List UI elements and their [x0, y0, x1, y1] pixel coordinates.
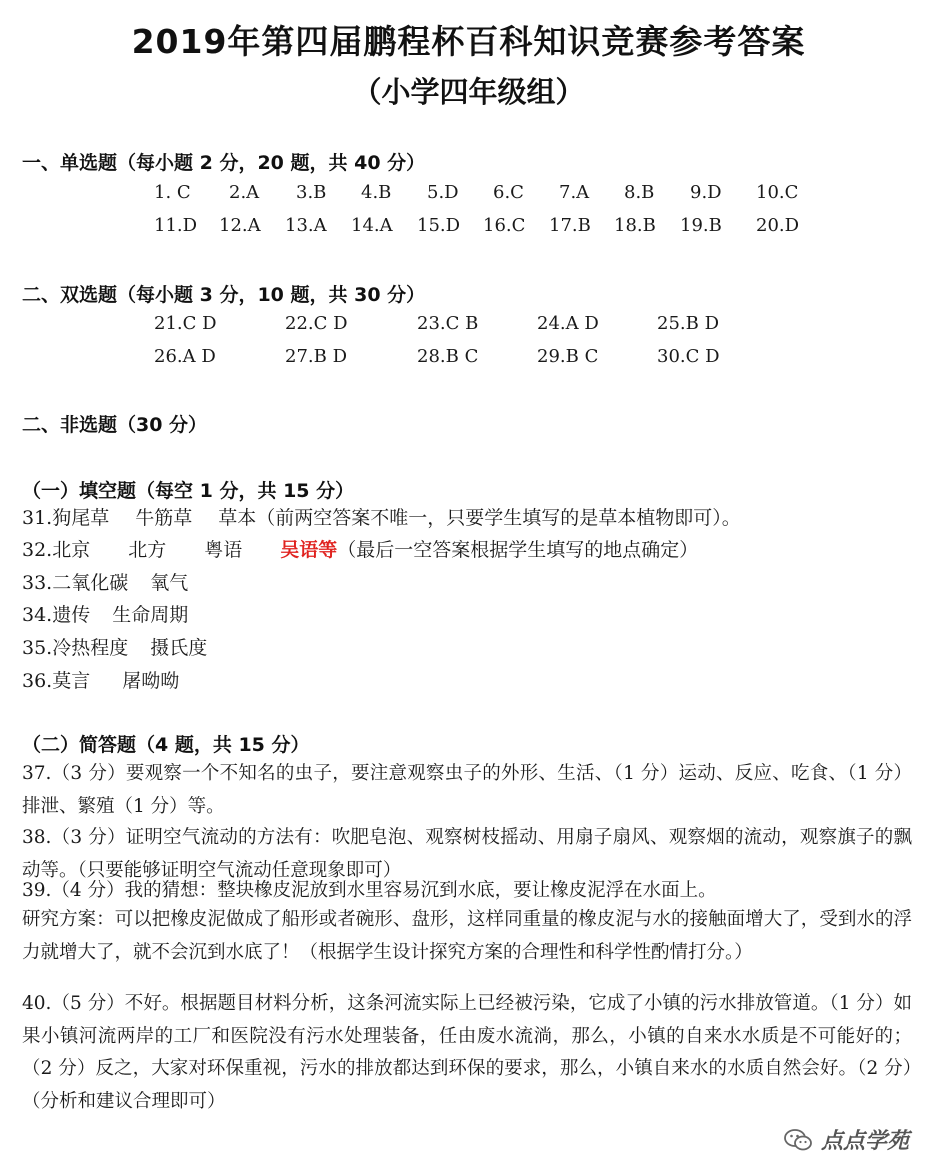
answer-item: 3.B: [296, 182, 327, 203]
highlighted-answer: 吴语等: [280, 539, 338, 561]
answer-item: 11.D: [154, 215, 198, 236]
answer-item: 5.D: [427, 182, 459, 203]
answer-item: 10.C: [756, 182, 799, 203]
answer-37: 37.（3 分）要观察一个不知名的虫子，要注意观察虫子的外形、生活、（1 分）运动、反应、吃食、（1 分）排泄、繁殖（1 分）等。: [22, 763, 912, 817]
answer-item: 20.D: [756, 215, 800, 236]
answer-36: 36.莫言 屠呦呦: [22, 670, 180, 692]
answer-34: 34.遗传 生命周期: [22, 604, 189, 626]
answer-item: 9.D: [690, 182, 722, 203]
answer-item: 8.B: [624, 182, 655, 203]
answer-39-guess: 39.（4 分）我的猜想：整块橡皮泥放到水里容易沉到水底，要让橡皮泥浮在水面上。: [22, 880, 717, 901]
answer-item: 23.C B: [417, 313, 479, 334]
answer-item: 13.A: [285, 215, 327, 236]
section-double-choice-heading: 二、双选题（每小题 3 分，10 题，共 30 分）: [22, 284, 426, 306]
watermark: [783, 1124, 909, 1155]
answer-38: 38.（3 分）证明空气流动的方法有：吹肥皂泡、观察树枝摇动、用扇子扇风、观察烟的流动，观察旗子的飘动等。（只要能够证明空气流动任意现象即可）: [22, 827, 912, 881]
short-answer-heading: （二）简答题（4 题，共 15 分）: [22, 734, 310, 756]
answer-item: 30.C D: [657, 346, 720, 367]
answer-item: 25.B D: [657, 313, 720, 334]
watermark-text: 点点学苑: [820, 1129, 909, 1154]
answer-item: 7.A: [559, 182, 590, 203]
answer-item: 16.C: [483, 215, 526, 236]
answer-item: 4.B: [361, 182, 392, 203]
answer-item: 29.B C: [537, 346, 599, 367]
answer-item: 28.B C: [417, 346, 479, 367]
answer-33: 33.二氧化碳 氧气: [22, 572, 189, 594]
answer-item: 19.B: [680, 215, 722, 236]
answer-item: 27.B D: [285, 346, 348, 367]
answer-item: 26.A D: [154, 346, 216, 367]
answer-40: 40.（5 分）不好。根据题目材料分析，这条河流实际上已经被污染，它成了小镇的污水排放管道。（1 分）如果小镇河流两岸的工厂和医院没有污水处理装备，任由废水流淌，那么，小镇的自来水水质是不可能好的；（2 分）反之，大家对环保重视，污水的排放都达到环保的要求，那么，小镇自来水的水质自然会好。（2 分）（分析和建议合理即可）: [22, 993, 912, 1112]
answer-item: 22.C D: [285, 313, 348, 334]
section-non-choice-heading: 二、非选题（30 分）: [22, 414, 208, 436]
answer-item: 15.D: [417, 215, 461, 236]
page-subtitle: （小学四年级组）: [352, 75, 585, 109]
answer-35: 35.冷热程度 摄氏度: [22, 637, 208, 659]
answer-item: 12.A: [219, 215, 261, 236]
answer-item: 21.C D: [154, 313, 217, 334]
answer-31: 31.狗尾草 牛筋草 草本（前两空答案不唯一，只要学生填写的是草本植物即可）。: [22, 507, 741, 529]
answer-item: 18.B: [614, 215, 656, 236]
answer-item: 14.A: [351, 215, 393, 236]
answer-item: 2.A: [229, 182, 260, 203]
section-single-choice-heading: 一、单选题（每小题 2 分，20 题，共 40 分）: [22, 152, 426, 174]
answer-item: 17.B: [549, 215, 591, 236]
page-title: 2019年第四届鹏程杯百科知识竞赛参考答案: [131, 22, 806, 61]
answer-39-plan: 研究方案：可以把橡皮泥做成了船形或者碗形、盘形，这样同重量的橡皮泥与水的接触面增大了，受到水的浮力就增大了，就不会沉到水底了！（根据学生设计探究方案的合理性和科学性酌情打分。）: [22, 909, 912, 963]
wechat-icon: [783, 1128, 813, 1152]
answer-item: 1. C: [154, 182, 191, 203]
answer-32: 32.北京 北方 粤语 吴语等（最后一空答案根据学生填写的地点确定）: [22, 539, 699, 561]
answer-item: 6.C: [493, 182, 524, 203]
answer-item: 24.A D: [537, 313, 599, 334]
fill-blank-heading: （一）填空题（每空 1 分，共 15 分）: [22, 480, 355, 502]
